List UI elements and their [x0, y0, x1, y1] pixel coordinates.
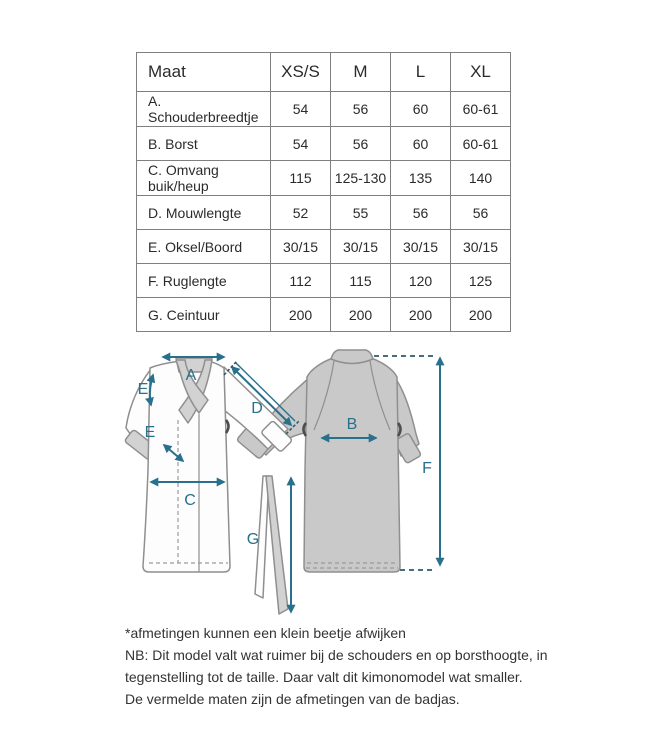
label-g: G [246, 531, 260, 548]
cell-value: 52 [271, 196, 331, 230]
row-label-schouderbreedtje: A. Schouderbreedtje [137, 92, 271, 127]
cell-value: 135 [391, 161, 451, 196]
cell-value: 30/15 [451, 230, 511, 264]
cell-value: 30/15 [331, 230, 391, 264]
label-b: B [346, 416, 358, 433]
cell-value: 200 [451, 298, 511, 332]
cell-value: 125-130 [331, 161, 391, 196]
note-nb-line1: NB: Dit model valt wat ruimer bij de schouders en op borsthoogte, in [125, 647, 548, 663]
cell-value: 54 [271, 127, 331, 161]
cell-value: 120 [391, 264, 451, 298]
note-disclaimer: *afmetingen kunnen een klein beetje afwijken [125, 625, 406, 641]
cell-value: 30/15 [271, 230, 331, 264]
header-xs-s: XS/S [271, 53, 331, 92]
cell-value: 125 [451, 264, 511, 298]
header-maat: Maat [137, 53, 271, 92]
row-label-mouwlengte: D. Mouwlengte [137, 196, 271, 230]
cell-value: 56 [331, 92, 391, 127]
note-measurements: De vermelde maten zijn de afmetingen van de badjas. [125, 691, 460, 707]
label-c: C [184, 492, 196, 509]
cell-value: 200 [271, 298, 331, 332]
belt-illustration [255, 476, 288, 614]
row-label-omvang-buik-heup: C. Omvang buik/heup [137, 161, 271, 196]
cell-value: 30/15 [391, 230, 451, 264]
row-label-ceintuur: G. Ceintuur [137, 298, 271, 332]
cell-value: 200 [331, 298, 391, 332]
cell-value: 56 [391, 196, 451, 230]
cell-value: 60 [391, 92, 451, 127]
row-label-borst: B. Borst [137, 127, 271, 161]
label-f: F [422, 460, 432, 477]
notes-section [125, 622, 625, 710]
row-label-ruglengte: F. Ruglengte [137, 264, 271, 298]
cell-value: 60 [391, 127, 451, 161]
cell-value: 115 [331, 264, 391, 298]
header-l: L [391, 53, 451, 92]
header-m: M [331, 53, 391, 92]
cell-value: 60-61 [451, 127, 511, 161]
row-label-oksel-boord: E. Oksel/Boord [137, 230, 271, 264]
label-e-lower: E [144, 424, 156, 441]
note-nb-line2: tegenstelling tot de taille. Daar valt dit kimonomodel wat smaller. [125, 669, 523, 685]
cell-value: 140 [451, 161, 511, 196]
cell-value: 200 [391, 298, 451, 332]
cell-value: 115 [271, 161, 331, 196]
cell-value: 112 [271, 264, 331, 298]
cell-value: 54 [271, 92, 331, 127]
label-e-upper: E [137, 381, 149, 398]
cell-value: 60-61 [451, 92, 511, 127]
cell-value: 55 [331, 196, 391, 230]
label-a: A [185, 367, 197, 384]
cell-value: 56 [331, 127, 391, 161]
cell-value: 56 [451, 196, 511, 230]
header-xl: XL [451, 53, 511, 92]
label-d: D [251, 400, 263, 417]
